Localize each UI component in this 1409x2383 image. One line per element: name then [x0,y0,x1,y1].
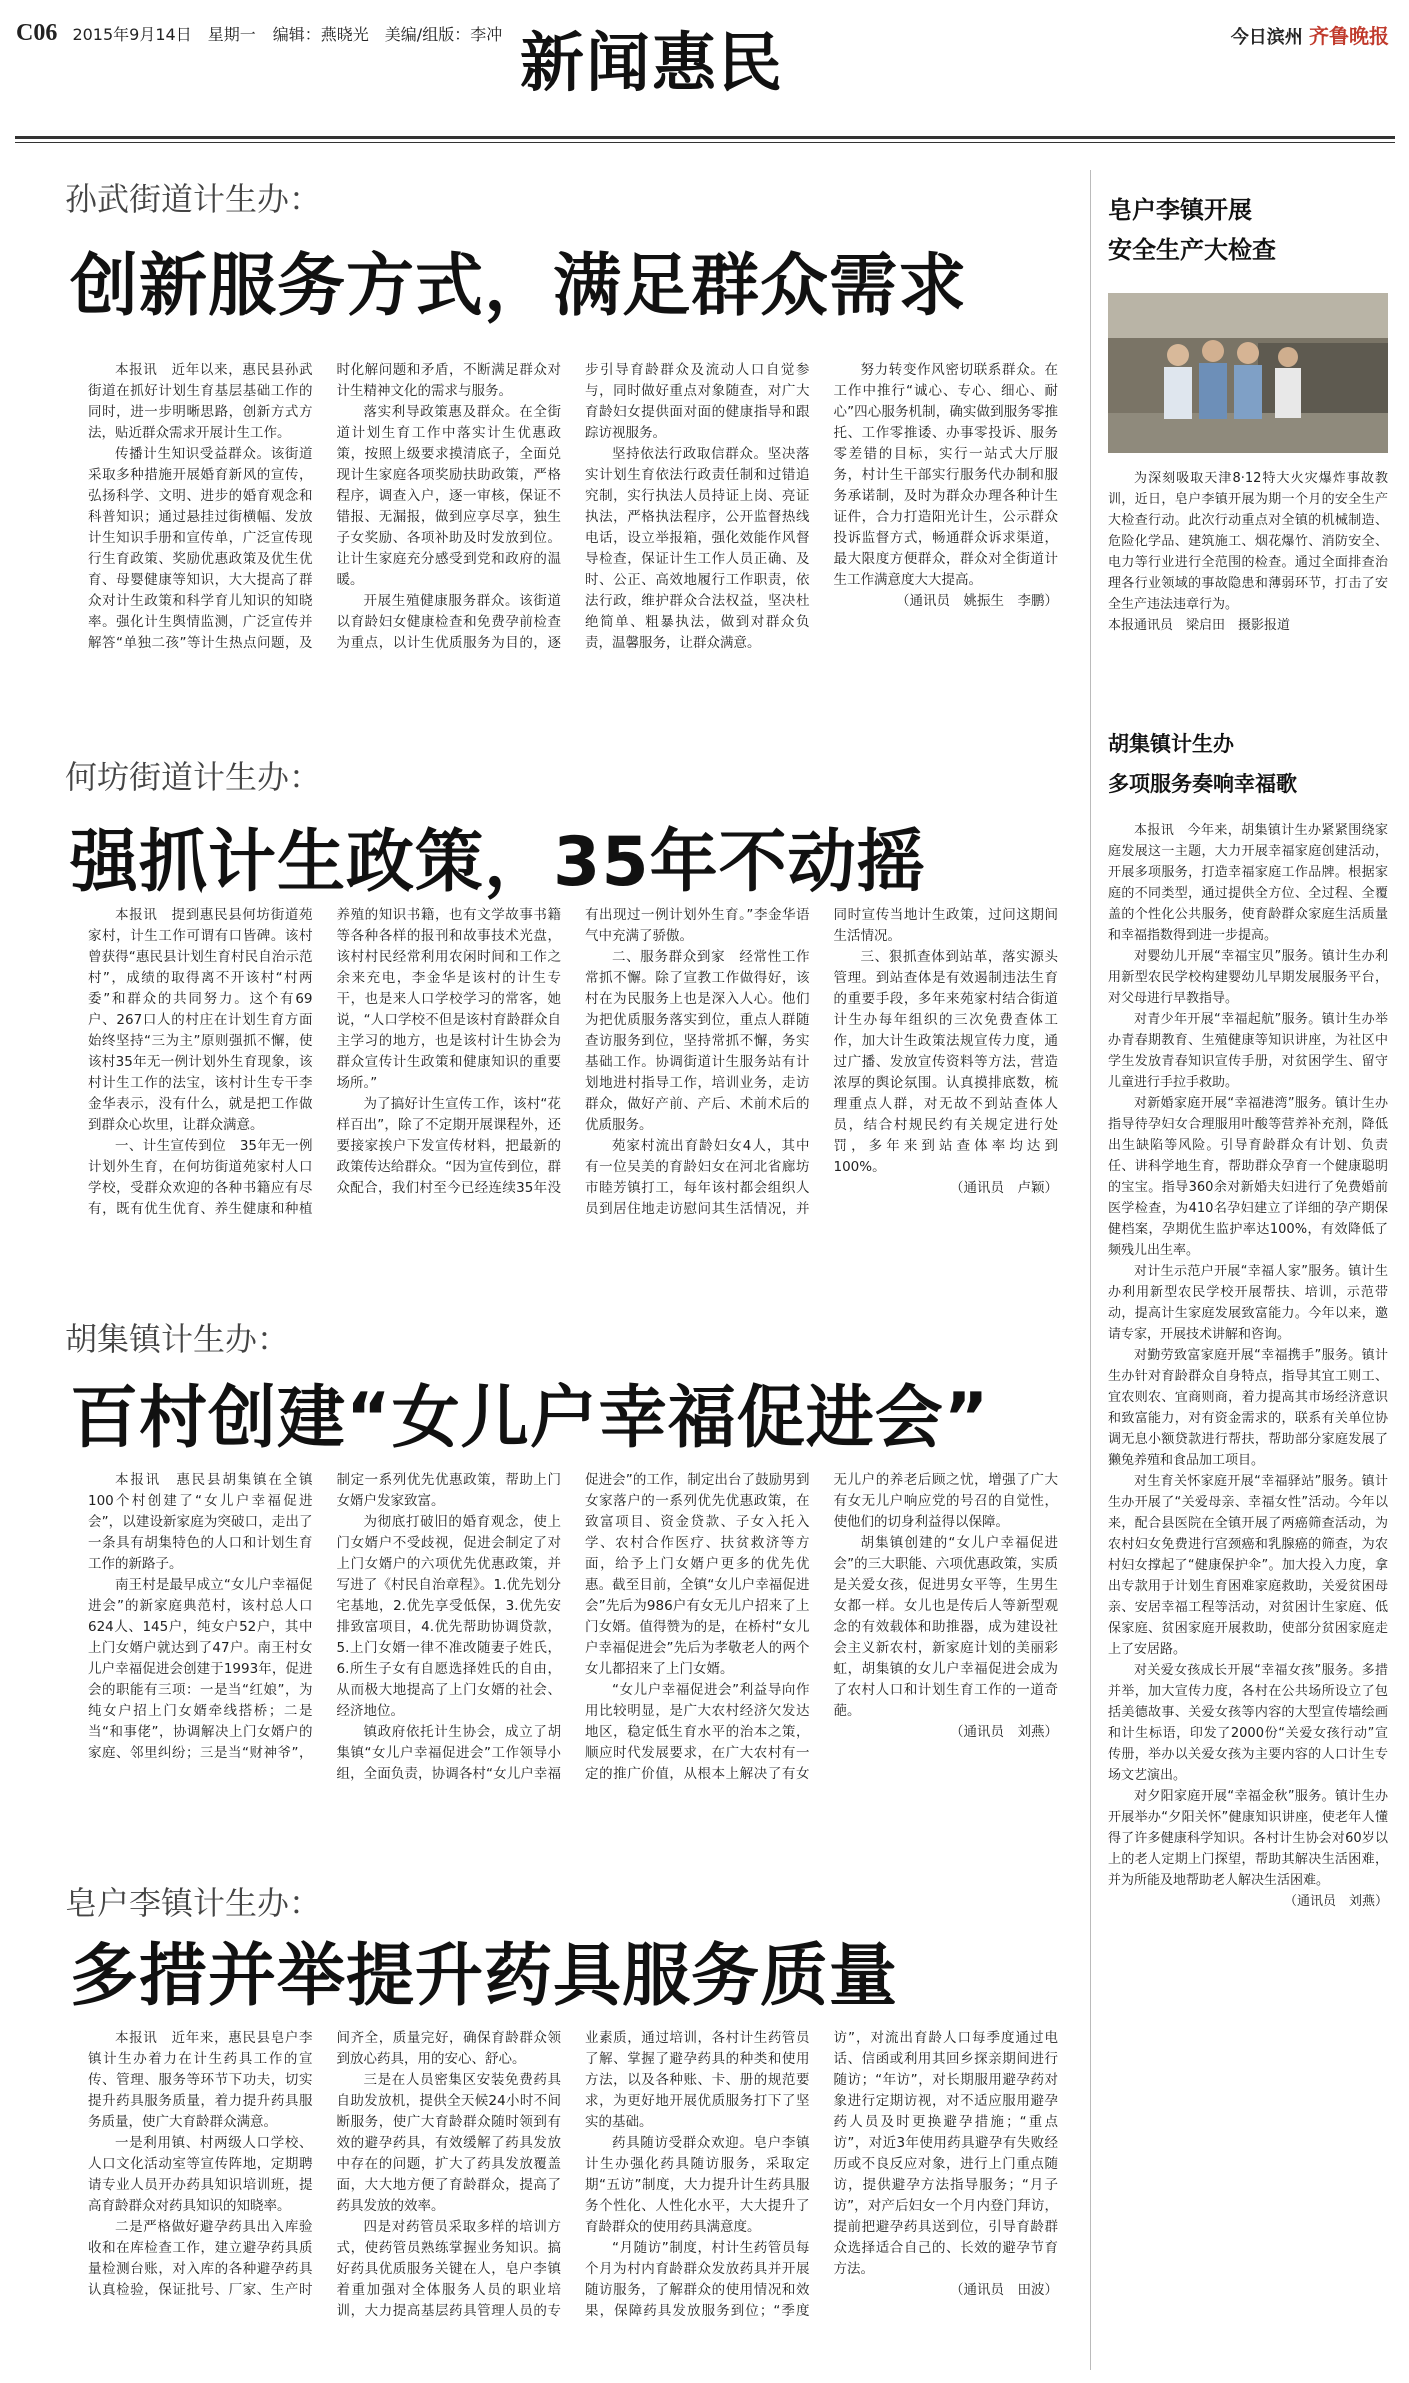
column-divider [1090,170,1091,2370]
article-paragraph: 镇政府依托计生协会，成立了胡集镇“女儿户幸福促进会”工作领导小组，全面负责，协调各村“女儿户幸福促进会”的工作，制定出台了鼓励男到女家落户的一系列优先优惠政策，在致富项目、资金贷款、子女入托入学、农村合作医疗、扶贫救济等方面，给予上门女婿户更多的优先优惠。截至目前，全镇“女儿户幸福促进会”先后为986户有女无儿户招来了上门女婿。值得赞为的是，在桥村“女儿户幸福促进会”先后为孝敬老人的两个女儿都招来了上门女婿。 [336,1472,810,1782]
sidebar-paragraph: 对关爱女孩成长开展“幸福女孩”服务。多措并举，加大宣传力度，各村在公共场所设立了包括美德故事、关爱女孩等内容的大型宣传墙绘画和计生标语，印发了2000份“关爱女孩行动”宣传册，举办以关爱女孩为主要内容的人口计生专场文艺演出。 [1108,1663,1388,1783]
sidebar-paragraph: 对青少年开展“幸福起航”服务。镇计生办举办青春期教育、生殖健康等知识讲座，为社区中学生发放青春知识宣传手册，对贫困学生、留守儿童进行手拉手救助。 [1108,1012,1388,1090]
article-paragraph: 为彻底打破旧的婚育观念，使上门女婿户不受歧视，促进会制定了对上门女婿户的六项优先优惠政策，并写进了《村民自治章程》。1.优先划分宅基地，2.优先享受低保，3.优先安排致富项目，4.优先帮助协调贷款，5.上门女婿一律不准改随妻子姓氏，6.所生子女有自愿选择姓氏的自由，从而极大地提高了上门女婿的社会、经济地位。 [336,1514,561,1719]
article-paragraph: 二、服务群众到家 经常性工作常抓不懈。除了宣教工作做得好，该村在为民服务上也是深入人心。他们为把优质服务落实到位，重点人群随查访服务到位，坚持常抓不懈，务实基础工作。协调街道计生服务站有计划地进村指导工作，培训业务，走访群众，做好产前、产后、术前术后的优质服务。 [585,949,810,1133]
article-paragraph: 坚持依法行政取信群众。坚决落实计划生育依法行政责任制和过错追究制，实行执法人员持证上岗、亮证执法，严格执法程序，公开监督热线电话，设立举报箱，强化效能作风督导检查，保证计生工作人员正确、及时、公正、高效地履行工作职责，依法行政，维护群众合法权益，坚决杜绝简单、粗暴执法，做到对群众负责，温馨服务，让群众满意。 [585,446,810,651]
sidebar-paragraph: 对计生示范户开展“幸福人家”服务。镇计生办利用新型农民学校开展帮扶、培训，示范带动，提高计生家庭发展致富能力。今年以来，邀请专家，开展技术讲解和咨询。 [1108,1264,1388,1342]
article-paragraph: 二是严格做好避孕药具出入库验收和在库检查工作，建立避孕药具质量检测台账，对入库的各种避孕药具认真检验，保证批号、厂家、生产时间齐全，质量完好，确保育龄群众领到放心药具，用的安心、舒心。 [88,2030,561,2298]
sidebar-paragraph: 为深刻吸取天津8·12特大火灾爆炸事故教训，近日，皂户李镇开展为期一个月的安全生产大检查行动。此次行动重点对全镇的机械制造、危险化学品、建筑施工、烟花爆竹、消防安全、电力等行业进行全范围的检查。通过全面排查治理各行业领域的事故隐患和薄弱环节，打击了安全生产违法违章行为。 [1108,471,1388,612]
article-paragraph: 一是利用镇、村两级人口学校、人口文化活动室等宣传阵地，定期聘请专业人员开办药具知识培训班，提高育龄群众对药具知识的知晓率。 [88,2135,313,2214]
sidebar-story-2-headline [1108,724,1297,804]
article-paragraph: 传播计生知识受益群众。该街道采取多种措施开展婚育新风的宣传，弘扬科学、文明、进步的婚育观念和科普知识；通过悬挂过街横幅、发放计生知识手册和宣传单，广泛宣传现行生育政策、奖励优惠政策及优生优育、母婴健康等知识，大大提高了群众对计生政策和科学育儿知识的知晓率。强化计生舆情监测，广泛宣传并解答“单独二孩”等计生热点问题，及时化解问题和矛盾，不断满足群众对计生精神文化的需求与服务。 [88,362,561,651]
article-paragraph: “月随访”制度，村计生药管员每个月为村内育龄群众发放药具并开展随访服务，了解群众的使用情况和效果，保障药具发放服务到位；“季度访”，对流出育龄人口每季度通过电话、信函或利用其回乡探亲期间进行随访；“年访”，对长期服用避孕药对象进行定期访视，对不适应服用避孕药人员及时更换避孕措施；“重点访”，对近3年使用药具避孕有失败经历或不良反应对象，进行上门重点随访，提供避孕方法指导服务；“月子访”，对产后妇女一个月内登门拜访，提前把避孕药具送到位，引导育龄群众选择适合自己的、长效的避孕节育方法。 [585,2030,1058,2319]
article-2-body [88,905,1058,1261]
article-paragraph: “女儿户幸福促进会”利益导向作用比较明显，是广大农村经济欠发达地区，稳定低生育水平的治本之策，顺应时代发展要求，在广大农村有一定的推广价值，从根本上解决了有女无儿户的养老后顾之忧，增强了广大有女无儿户响应党的号召的自觉性，使他们的切身利益得以保障。 [585,1472,1058,1782]
sidebar-paragraph: 对新婚家庭开展“幸福港湾”服务。镇计生办指导待孕妇女合理服用叶酸等营养补充剂，降低出生缺陷等风险。引导育龄群众有计划、负责任、讲科学地生育，帮助群众孕育一个健康聪明的宝宝。指导360余对新婚夫妇进行了免费婚前医学检查，为410名孕妇建立了详细的孕产期保健档案，孕期优生监护率达100%，有效降低了频残儿出生率。 [1108,1096,1388,1258]
newspaper-logo: 齐鲁晚报 [1309,24,1389,48]
sidebar-paragraph: 对勤劳致富家庭开展“幸福携手”服务。镇计生办针对育龄群众自身特点，指导其宜工则工、宜农则农、宜商则商，着力提高其市场经济意识和致富能力，对有资金需求的，联系有关单位协调无息小额贷款进行帮扶，帮助部分家庭发展了獭兔养殖和食品加工项目。 [1108,1348,1388,1468]
page-number: C06 [16,20,58,46]
sidebar-headline-line: 多项服务奏响幸福歌 [1108,772,1297,796]
article-paragraph: 为了搞好计生宣传工作，该村“花样百出”，除了不定期开展课程外，还要接家挨户下发宣传材料，把最新的政策传达给群众。“因为宣传到位，群众配合，我们村至今已经连续35年没有出现过一例计划外生育。”李金华语气中充满了骄傲。 [336,907,810,1196]
article-1-body [88,360,1058,696]
article-credit: （通讯员 田波） [950,2282,1058,2298]
article-4-kicker: 皂户李镇计生办： [65,1884,322,1922]
article-paragraph: 一、计生宣传到位 35年无一例计划外生育，在何坊街道苑家村人口学校，受群众欢迎的各种书籍应有尽有，既有优生优育、养生健康和种植养殖的知识书籍，也有文学故事书籍等各种各样的报刊和故事技术光盘，该村村民经常利用农闲时间和工作之余来充电，李金华是该村的计生专干，也是来人口学校学习的常客，她说，“人口学校不但是该村育龄群众自主学习的地方，也是该村计生协会为群众宣传计生政策和健康知识的重要场所。” [88,907,561,1217]
safety-inspection-photo [1108,293,1388,453]
sidebar-paragraph: 对生育关怀家庭开展“幸福驿站”服务。镇计生办开展了“关爱母亲、幸福女性”活动。今年以来，配合县医院在全镇开展了两癌筛查活动，为农村妇女免费进行宫颈癌和乳腺癌的筛查，为农村妇女撑起了“健康保护伞”。加大投入力度，拿出专款用于计划生育困难家庭救助，关爱贫困母亲、安居幸福工程等活动，对贫困计生家庭、低保家庭、贫困家庭开展救助，使部分贫困家庭走上了安居路。 [1108,1474,1388,1657]
article-paragraph: 药具随访受群众欢迎。皂户李镇计生办强化药具随访服务，采取定期“五访”制度，大力提升计生药具服务个性化、人性化水平，大大提升了育龄群众的使用药具满意度。 [585,2135,810,2235]
article-paragraph: 南王村是最早成立“女儿户幸福促进会”的新家庭典范村，该村总人口624人、145户，纯女户52户，其中上门女婿户就达到了47户。南王村女儿户幸福促进会创建于1993年，促进会的职能有三项：一是当“红娘”，为纯女户招上门女婿牵线搭桥；二是当“和事佬”，协调解决上门女婿户的家庭、邻里纠纷；三是当“财神爷”，制定一系列优先优惠政策，帮助上门女婿户发家致富。 [88,1472,561,1761]
sidebar-credit: 本报通讯员 梁启田 摄影报道 [1108,618,1291,633]
article-3-headline: 百村创建“女儿户幸福促进会” [70,1379,990,1458]
sidebar-credit: （通讯员 刘燕） [1283,1894,1388,1909]
header-rule-thin [15,142,1395,143]
sidebar-story-1-text [1108,468,1388,678]
page-header-info [16,20,502,47]
sidebar-story-1-headline [1108,190,1276,270]
sidebar-story-2-text [1108,820,1388,2368]
article-paragraph: 本报讯 近年来，惠民县皂户李镇计生办着力在计生药具工作的宣传、管理、服务等环节下功夫，切实提升药具服务质量，着力提升药具服务质量，使广大育龄群众满意。 [88,2030,313,2130]
article-1-kicker: 孙武街道计生办： [65,180,322,218]
sidebar-paragraph: 本报讯 今年来，胡集镇计生办紧紧围绕家庭发展这一主题，大力开展幸福家庭创建活动，开展多项服务，打造幸福家庭工作品牌。根据家庭的不同类型，通过提供全方位、全过程、全覆盖的个性化公共服务，使育龄群众家庭生活质量和幸福指数得到进一步提高。 [1108,823,1388,943]
article-credit: （通讯员 姚振生 李鹏） [896,593,1058,609]
sidebar-headline-line: 胡集镇计生办 [1108,732,1234,756]
article-paragraph: 本报讯 惠民县胡集镇在全镇100个村创建了“女儿户幸福促进会”，以建设新家庭为突破口，走出了一条具有胡集特色的人口和计划生育工作的新路子。 [88,1472,313,1572]
newspaper-brand [1231,20,1389,49]
article-paragraph: 胡集镇创建的“女儿户幸福促进会”的三大职能、六项优惠政策，实质是关爱女孩，促进男女平等，生男生女都一样。女儿也是传后人等新型观念的有效载体和助推器，成为建设社会主义新农村，新家庭计划的美丽彩虹，胡集镇的女儿户幸福促进会成为了农村人口和计划生育工作的一道奇葩。 [833,1535,1058,1719]
issue-date: 2015年9月14日 星期一 [72,25,256,44]
article-2-headline: 强抓计生政策，35年不动摇 [70,823,926,902]
article-credit: （通讯员 卢颖） [950,1180,1058,1196]
article-credit: （通讯员 刘燕） [950,1724,1058,1740]
brand-prefix: 今日滨州 [1230,27,1303,48]
sidebar-paragraph: 对婴幼儿开展“幸福宝贝”服务。镇计生办利用新型农民学校构建婴幼儿早期发展服务平台，对父母进行早教指导。 [1108,949,1388,1006]
article-paragraph: 三是在人员密集区安装免费药具自助发放机，提供全天候24小时不间断服务，使广大育龄群众随时领到有效的避孕药具，有效缓解了药具发放中存在的问题，扩大了药具发放覆盖面，大大地方便了育龄群众，提高了药具发放的效率。 [336,2072,561,2214]
article-paragraph: 苑家村流出育龄妇女4人，其中有一位吴美的育龄妇女在河北省廊坊市睦芳镇打工，每年该村都会组织人员到居住地走访慰问其生活情况，并同时宣传当地计生政策，过问这期间生活情况。 [585,907,1058,1217]
sidebar-paragraph: 对夕阳家庭开展“幸福金秋”服务。镇计生办开展举办“夕阳关怀”健康知识讲座，使老年人懂得了许多健康科学知识。各村计生协会对60岁以上的老人定期上门探望，帮助其解决生活困难，并为所能及地帮助老人解决生活困难。 [1108,1789,1388,1888]
article-paragraph: 落实利导政策惠及群众。在全街道计划生育工作中落实计生优惠政策，按照上级要求摸清底子，全面兑现计生家庭各项奖励扶助政策，严格程序，调查入户，逐一审核，保证不错报、无漏报，做到应享尽享，独生子女奖励、各项补助及时发放到位。让计生家庭充分感受到党和政府的温暖。 [336,404,561,588]
sidebar-headline-line: 安全生产大检查 [1108,236,1276,264]
article-paragraph: 开展生殖健康服务群众。该街道以育龄妇女健康检查和免费孕前检查为重点，以计生优质服务为目的，逐步引导育龄群众及流动人口自觉参与，同时做好重点对象随查，对广大育龄妇女提供面对面的健康指导和跟踪访视服务。 [336,362,810,651]
article-paragraph: 本报讯 近年以来，惠民县孙武街道在抓好计划生育基层基础工作的同时，进一步明晰思路，创新方式方法，贴近群众需求开展计生工作。 [88,362,313,441]
article-paragraph: 本报讯 提到惠民县何坊街道苑家村，计生工作可谓有口皆碑。该村曾获得“惠民县计划生育村民自治示范村”，成绩的取得离不开该村“村两委”和群众的共同努力。这个有69户、267口人的村庄在计划生育方面始终坚持“三为主”原则强抓不懈，使该村35年无一例计划外生育现象，该村计生工作的法宝，该村计生专干李金华表示，没有什么，就是把工作做到群众心坎里，让群众满意。 [88,907,313,1133]
section-title: 新闻惠民 [520,26,784,101]
article-3-kicker: 胡集镇计生办： [65,1320,290,1358]
header-rule [15,136,1395,139]
article-2-kicker: 何坊街道计生办： [65,758,322,796]
article-4-body [88,2028,1058,2368]
article-3-body [88,1470,1058,1830]
article-paragraph: 努力转变作风密切联系群众。在工作中推行“诚心、专心、细心、耐心”四心服务机制，确实做到服务零推托、工作零推诿、办事零投诉、服务零差错的目标，实行一站式大厅服务，村计生干部实行服务代办制和服务承诺制，及时为群众办理各种计生证件，合力打造阳光计生，公示群众投诉监督方式，畅通群众诉求渠道，最大限度方便群众，群众对全街道计生工作满意度大大提高。 [833,362,1058,588]
article-paragraph: 三、狠抓查体到站革，落实源头管理。到站查体是有效遏制违法生育的重要手段，多年来苑家村结合街道计生办每年组织的三次免费查体工作，加大计生政策法规宣传力度，通过广播、发放宣传资料等方法，营造浓厚的舆论氛围。认真摸排底数，梳理重点人群，对无故不到站查体人员，结合村规民约有关规定进行处罚，多年来到站查体率均达到100%。 [833,949,1058,1175]
article-paragraph: 四是对药管员采取多样的培训方式，使药管员熟练掌握业务知识。搞好药具优质服务关键在人，皂户李镇着重加强对全体服务人员的职业培训，大力提高基层药具管理人员的专业素质，通过培训，各村计生药管员了解、掌握了避孕药具的种类和使用方法，以及各种账、卡、册的规范要求，为更好地开展优质服务打下了坚实的基础。 [336,2030,810,2319]
photo-illustration [1108,293,1388,453]
editor-credit: 编辑：燕晓光 美编/组版：李冲 [272,25,503,44]
article-4-headline: 多措并举提升药具服务质量 [70,1937,899,2016]
article-1-headline: 创新服务方式，满足群众需求 [70,247,968,326]
sidebar-headline-line: 皂户李镇开展 [1108,196,1252,224]
